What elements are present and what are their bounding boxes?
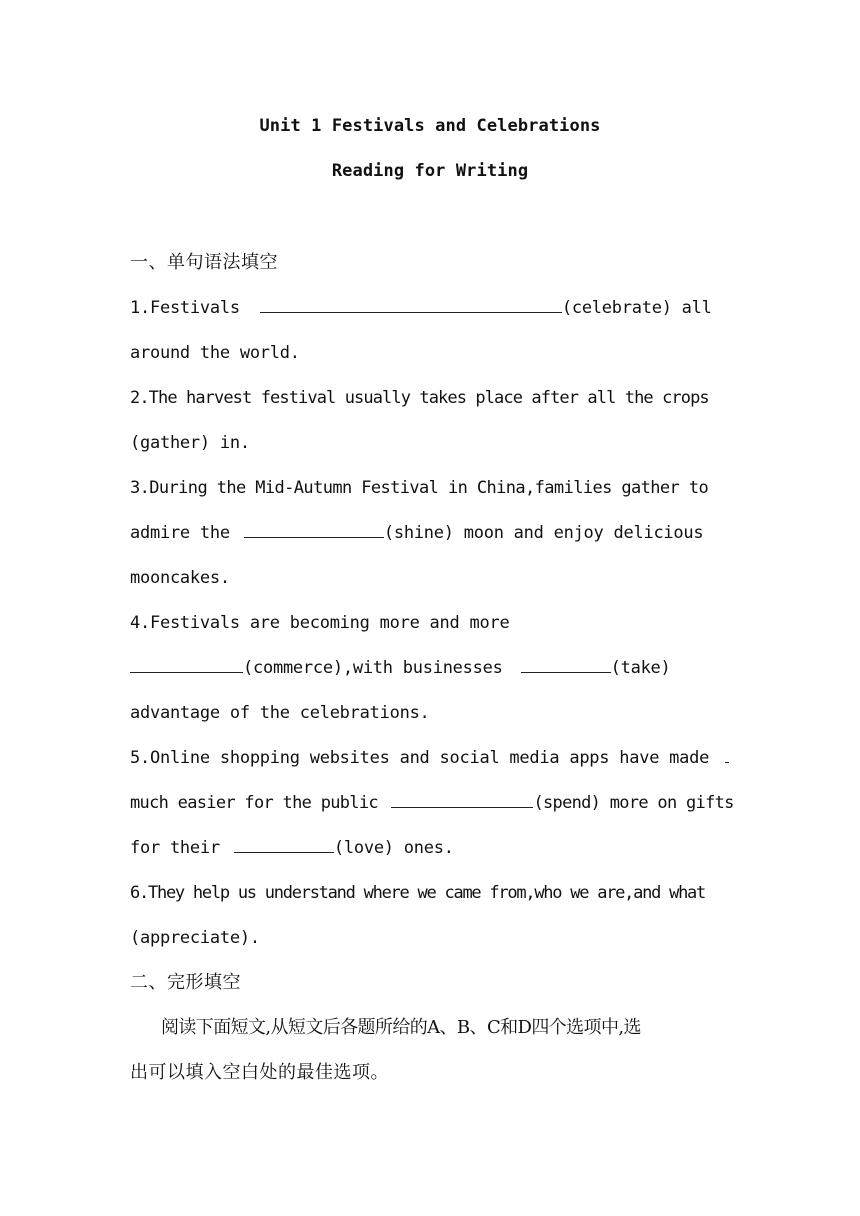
q5-text-middle: (spend) more on gifts [533,793,734,813]
q1-answer-blank[interactable] [260,296,562,313]
question-2-line-2: (gather) in. [130,433,250,453]
question-1-line-2: around the world. [130,343,300,363]
question-4-line-3: advantage of the celebrations. [130,703,430,723]
question-3-line-3: mooncakes. [130,568,230,588]
q3-answer-blank[interactable] [244,521,384,538]
document-subtitle: Reading for Writing [331,161,529,181]
q4-answer-blank-1[interactable] [130,656,243,673]
question-3-line-2 [130,521,732,545]
question-5-line-1 [130,746,732,770]
q4-text-middle: (commerce),with businesses [243,658,503,678]
question-4-line-2 [130,656,732,680]
q4-text-end: (take) [610,658,671,678]
q1-text-start: 1.Festivals [130,298,240,318]
question-2-line-1: 2.The harvest festival usually takes place after all the crops [130,388,709,408]
section-2-instruction-line-2: 出可以填入空白处的最佳选项。 [130,1062,389,1083]
section-1-heading: 一、单句语法填空 [130,252,278,273]
q4-answer-blank-2[interactable] [521,656,611,673]
question-5-line-2 [130,791,732,815]
section-2-instruction-line-1: 阅读下面短文,从短文后各题所给的A、B、C和D四个选项中,选 [161,1017,641,1038]
question-1-line-1 [130,296,732,320]
q5-text-start: 5.Online shopping websites and social media apps have made [130,748,710,768]
q5-answer-blank-3[interactable] [234,836,334,853]
question-6-line-2: (appreciate). [130,928,260,948]
question-5-line-3 [130,836,732,860]
q3-text-start: admire the [130,523,230,543]
q3-text-end: (shine) moon and enjoy delicious [383,523,704,543]
section-2-heading: 二、完形填空 [130,972,241,993]
q5-answer-blank-2[interactable] [391,791,533,808]
question-3-line-1: 3.During the Mid-Autumn Festival in China,families gather to [130,478,709,498]
question-4-line-1: 4.Festivals are becoming more and more [130,613,510,633]
q5-answer-blank-1[interactable] [725,746,729,763]
q5-text-for: for their [130,838,220,858]
question-6-line-1: 6.They help us understand where we came from,who we are,and what [130,883,706,903]
q5-text-start-2: much easier for the public [130,793,378,813]
q1-text-end: (celebrate) all [561,298,712,318]
q5-text-end: (love) ones. [333,838,454,858]
document-title: Unit 1 Festivals and Celebrations [259,116,601,136]
